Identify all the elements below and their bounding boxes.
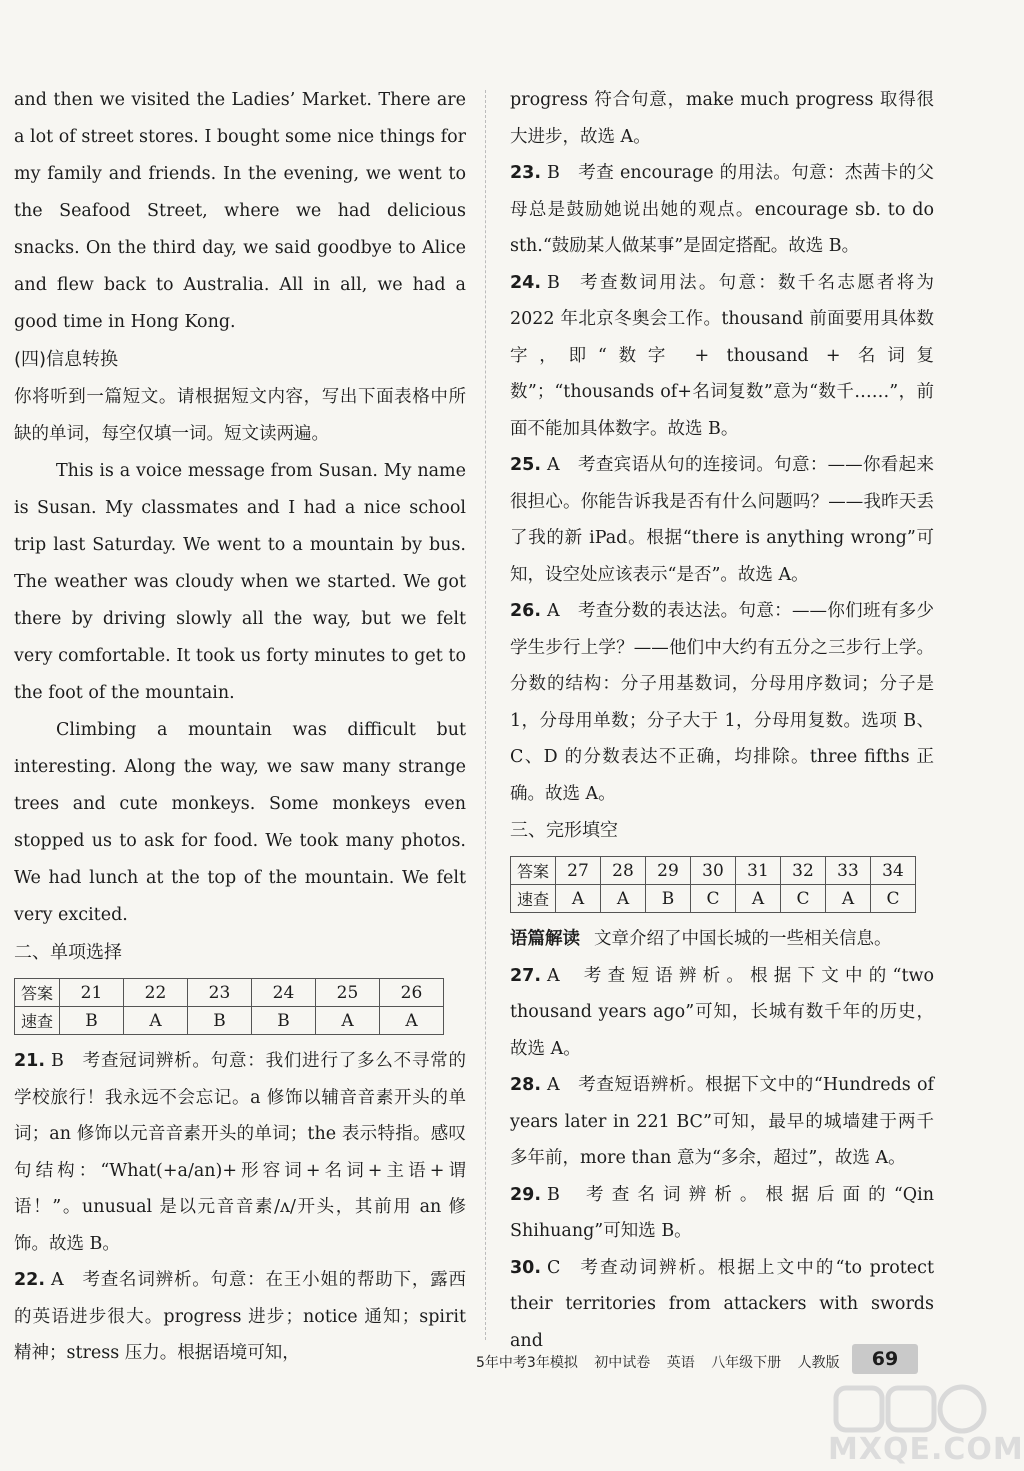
question-number: 25 <box>316 979 380 1007</box>
answer-cell: C <box>781 885 826 913</box>
item-text: 考查分数的表达法。句意：——你们班有多少学生步行上学？——他们中大约有五分之三步行上学。分数的结构：分子用基数词，分母用序数词；分子是 1，分母用单数；分子大于 1，分母用复数。选项 B、C、D 的分数表达不正确，均排除。three fifths 正确。故选 A。 <box>510 601 934 804</box>
explanation-item <box>510 958 934 1068</box>
answer-key-label: 答案 <box>511 857 556 885</box>
item-text: 考查数词用法。句意：数千名志愿者将为 2022 年北京冬奥会工作。thousand 前面要用具体数字，即“数字 + thousand + 名词复数”；“thousands of+名词复数”意为“数千……”，前面不能加具体数字。故选 B。 <box>510 272 934 439</box>
explanation-item <box>510 1250 934 1360</box>
item-number: 25. <box>510 455 542 475</box>
answer-cell: A <box>601 885 646 913</box>
passage-paragraph-3: Climbing a mountain was difficult but interesting. Along the way, we saw many strange trees and cute monkeys. Some monkeys even stopped us to ask for food. We took many photos. We had lunch at the top of the mountain. We felt very excited. <box>14 720 466 925</box>
item-number: 28. <box>510 1075 542 1095</box>
right-column <box>510 82 934 1359</box>
continued-text: progress 符合句意，make much progress 取得很大进步，故选 A。 <box>510 90 934 147</box>
question-number: 28 <box>601 857 646 885</box>
item-text: 考查名词辨析。句意：在王小姐的帮助下，露西的英语进步很大。progress 进步；notice 通知；spirit 精神；stress 压力。根据语境可知， <box>14 1270 466 1363</box>
item-number: 22. <box>14 1270 46 1290</box>
footer-edition: 人教版 <box>797 1355 840 1371</box>
footer-subject: 英语 <box>666 1355 695 1371</box>
section-4-instruction: 你将听到一篇短文。请根据短文内容，写出下面表格中所缺的单词，每空仅填一词。短文读两遍。 <box>14 387 466 444</box>
answer-key-table-21-26 <box>14 978 444 1035</box>
watermark-url: MXQE.COM <box>828 1432 1024 1467</box>
explanation-item <box>510 1067 934 1177</box>
question-number: 31 <box>736 857 781 885</box>
question-number: 22 <box>124 979 188 1007</box>
item-number: 21. <box>14 1051 46 1071</box>
question-number: 27 <box>556 857 601 885</box>
item-answer: B <box>547 1184 560 1205</box>
page-number: 69 <box>852 1344 918 1374</box>
footer-type: 初中试卷 <box>594 1355 651 1371</box>
passage-analysis <box>510 921 934 958</box>
item-text: 考查冠词辨析。句意：我们进行了多么不寻常的学校旅行！我永远不会忘记。a 修饰以辅音音素开头的单词；an 修饰以元音音素开头的单词；the 表示特指。感叹句结构：“What(+a/an)+形容词+名词+主语+谓语！”。unusual 是以元音音素/ʌ/开头，其前用 an 修饰。故选 B。 <box>14 1051 466 1254</box>
answer-key-table-27-34 <box>510 856 916 913</box>
item-answer: C <box>547 1257 561 1278</box>
passage-analysis-text: 文章介绍了中国长城的一些相关信息。 <box>594 929 892 949</box>
item-text: 考查短语辨析。根据下文中的“two thousand years ago”可知，长城有数千年的历史，故选 A。 <box>510 965 934 1059</box>
page-footer <box>476 1352 852 1372</box>
explanation-item <box>510 593 934 812</box>
item-answer: A <box>547 601 560 621</box>
answer-cell: A <box>556 885 601 913</box>
answer-cell: A <box>380 1007 444 1035</box>
answer-key-answer-row <box>15 1007 444 1035</box>
item-answer: B <box>51 1051 64 1071</box>
item-answer: A <box>51 1270 64 1290</box>
section-2-title: 二、单项选择 <box>14 942 122 963</box>
item-text: 考查宾语从句的连接词。句意：——你看起来很担心。你能告诉我是否有什么问题吗？——我昨天丢了我的新 iPad。根据“there is anything wrong”可知，设空处应该表示“是否”。故选 A。 <box>510 455 934 585</box>
answer-cell: B <box>252 1007 316 1035</box>
question-number: 23 <box>188 979 252 1007</box>
section-3-title: 三、完形填空 <box>510 820 618 841</box>
explanation-item <box>510 1177 934 1250</box>
answer-cell: C <box>691 885 736 913</box>
item-answer: A <box>547 1075 560 1095</box>
item-number: 29. <box>510 1184 542 1205</box>
footer-series: 5年中考3年模拟 <box>476 1355 578 1371</box>
explanation-item <box>510 265 934 448</box>
quick-check-label: 速查 <box>15 1007 60 1035</box>
item-answer: B <box>547 163 560 183</box>
item-number: 30. <box>510 1257 542 1278</box>
item-text: 考查 encourage 的用法。句意：杰茜卡的父母总是鼓励她说出她的观点。encourage sb. to do sth.“鼓励某人做某事”是固定搭配。故选 B。 <box>510 163 934 256</box>
item-text: 考查名词辨析。根据后面的“Qin Shihuang”可知选 B。 <box>510 1184 934 1241</box>
answer-key-number-row <box>511 857 916 885</box>
answer-cell: A <box>124 1007 188 1035</box>
watermark-logo-icon <box>830 1382 990 1436</box>
item-answer: B <box>547 272 560 293</box>
section-4-title: (四)信息转换 <box>14 349 119 370</box>
item-answer: A <box>547 965 560 986</box>
question-number: 24 <box>252 979 316 1007</box>
column-divider <box>485 90 486 1340</box>
question-number: 34 <box>871 857 916 885</box>
answer-cell: C <box>871 885 916 913</box>
explanation-item <box>510 447 934 593</box>
passage-paragraph-2: This is a voice message from Susan. My name is Susan. My classmates and I had a nice school trip last Saturday. We went to a mountain by bus. The weather was cloudy when we started. We got there by driving slowly all the way, but we felt very comfortable. It took us forty minutes to get to the foot of the mountain. <box>14 461 466 703</box>
passage-analysis-tag: 语篇解读 <box>510 929 580 949</box>
answer-cell: B <box>646 885 691 913</box>
question-number: 33 <box>826 857 871 885</box>
item-number: 27. <box>510 965 542 986</box>
question-number: 29 <box>646 857 691 885</box>
item-number: 23. <box>510 163 542 183</box>
quick-check-label: 速查 <box>511 885 556 913</box>
answer-cell: A <box>826 885 871 913</box>
item-answer: A <box>547 455 560 475</box>
explanation-item <box>14 1262 466 1372</box>
item-number: 24. <box>510 272 542 293</box>
question-number: 32 <box>781 857 826 885</box>
answer-key-label: 答案 <box>15 979 60 1007</box>
item-text: 考查动词辨析。根据上文中的“to protect their territories from attackers with swords and <box>510 1257 934 1351</box>
explanation-item <box>14 1043 466 1262</box>
item-number: 26. <box>510 601 542 621</box>
answer-cell: A <box>316 1007 380 1035</box>
item-text: 考查短语辨析。根据下文中的“Hundreds of years later in 221 BC”可知，最早的城墙建于两千多年前，more than 意为“多余，超过”，故选 A。 <box>510 1075 934 1168</box>
question-number: 30 <box>691 857 736 885</box>
left-column <box>14 82 466 1372</box>
answer-cell: B <box>60 1007 124 1035</box>
answer-key-number-row <box>15 979 444 1007</box>
answer-cell: B <box>188 1007 252 1035</box>
question-number: 26 <box>380 979 444 1007</box>
question-number: 21 <box>60 979 124 1007</box>
footer-grade: 八年级下册 <box>711 1355 782 1371</box>
answer-key-answer-row <box>511 885 916 913</box>
passage-paragraph-1: and then we visited the Ladies’ Market. There are a lot of street stores. I bought some nice things for my family and friends. In the evening, we went to the Seafood Street, where we had delicious snacks. On the third day, we said goodbye to Alice and flew back to Australia. All in all, we had a good time in Hong Kong. <box>14 90 466 332</box>
answer-cell: A <box>736 885 781 913</box>
explanation-item <box>510 155 934 265</box>
